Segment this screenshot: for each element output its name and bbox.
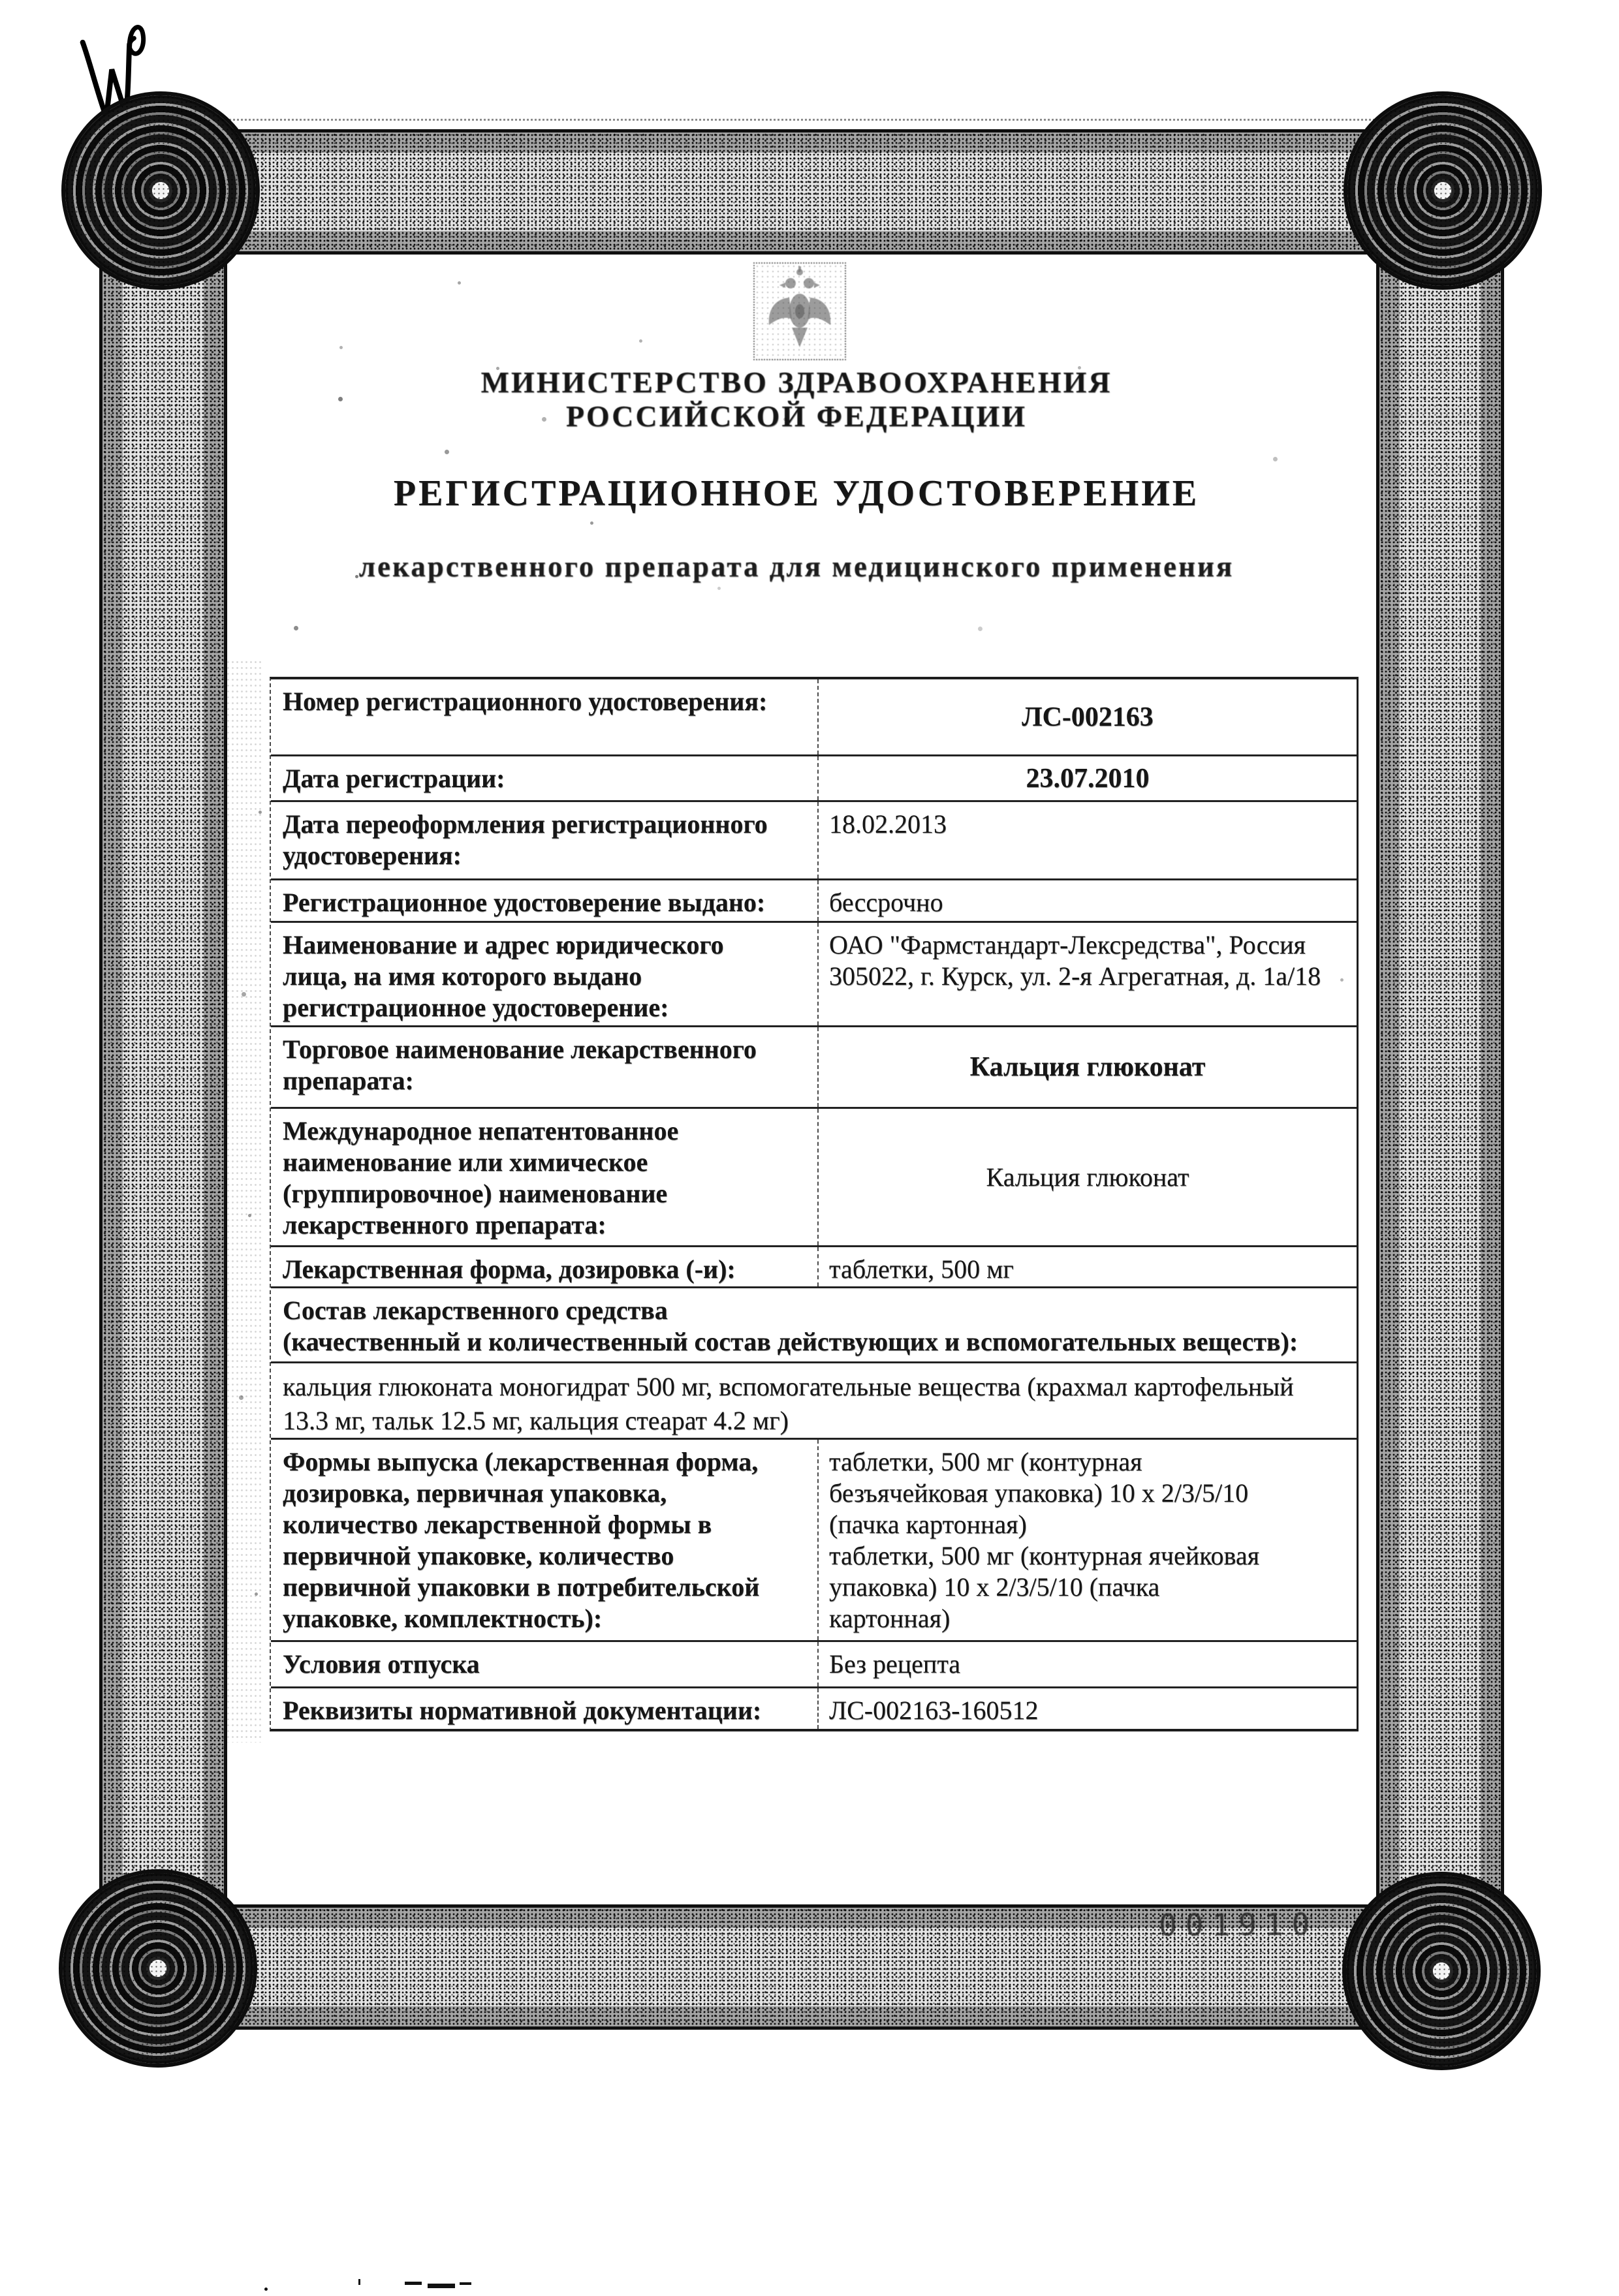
- row-value: ЛС-002163-160512: [817, 1688, 1357, 1729]
- ornate-border-top: [99, 129, 1504, 255]
- dispensing-row: [271, 1642, 1357, 1688]
- row-value: 23.07.2010: [817, 756, 1357, 800]
- release-forms-row: [271, 1440, 1357, 1642]
- table-row: [271, 756, 1357, 802]
- corner-rosette-bottom-left: [63, 1873, 253, 2064]
- scan-noise-strip: [217, 659, 264, 1743]
- table-row: [271, 802, 1357, 880]
- document-title: РЕГИСТРАЦИОННОЕ УДОСТОВЕРЕНИЕ: [393, 473, 1200, 514]
- value-line-2: 305022, г. Курск, ул. 2-я Агрегатная, д. 1а/18: [829, 961, 1321, 991]
- table-row: [271, 1247, 1357, 1288]
- row-label: Регистрационное удостоверение выдано:: [283, 888, 766, 917]
- row-value: Кальция глюконат: [817, 1109, 1357, 1245]
- scan-speckles: [0, 0, 2, 2]
- scan-artifact: [264, 2288, 268, 2291]
- composition-header-line-2: (качественный и количественный состав действующих и вспомогательных веществ):: [283, 1327, 1298, 1356]
- composition-header-line-1: Состав лекарственного средства: [283, 1295, 668, 1325]
- row-label: Условия отпуска: [283, 1649, 480, 1679]
- ornate-border-right: [1376, 129, 1504, 2030]
- russian-coat-of-arms-icon: [753, 262, 846, 360]
- normative-docs-row: [271, 1688, 1357, 1729]
- row-label: Формы выпуска (лекарственная форма, дозировка, первичная упаковка, количество лекарственной формы в первичной упаковке, количество первичной упаковки в потребительской упаковке, комплектность):: [283, 1447, 760, 1633]
- composition-text-row: [271, 1363, 1357, 1440]
- row-label: Номер регистрационного удостоверения:: [283, 687, 768, 716]
- corner-rosette-bottom-right: [1346, 1876, 1537, 2066]
- table-row: [271, 1027, 1357, 1109]
- table-row: [271, 679, 1357, 756]
- row-value: 18.02.2013: [817, 802, 1357, 878]
- row-value: таблетки, 500 мг: [817, 1247, 1357, 1286]
- document-subtitle: лекарственного препарата для медицинского применения: [358, 550, 1234, 583]
- row-value: ЛС-002163: [817, 679, 1357, 754]
- ministry-line-2: РОССИЙСКОЙ ФЕДЕРАЦИИ: [566, 399, 1027, 433]
- row-value: [817, 923, 1357, 1025]
- registration-table: [270, 677, 1359, 1731]
- row-label: Наименование и адрес юридического лица, на имя которого выдано регистрационное удостоверение:: [283, 930, 724, 1022]
- table-row: [271, 880, 1357, 923]
- ornate-border-left: [99, 129, 227, 2030]
- serial-number: 001910: [1158, 1906, 1319, 1944]
- value-line-1: ОАО "Фармстандарт-Лексредства", Россия: [829, 930, 1306, 959]
- table-row: [271, 1109, 1357, 1247]
- scan-artifact: [428, 2284, 455, 2288]
- row-label: Лекарственная форма, дозировка (-и):: [283, 1254, 736, 1284]
- composition-header-row: [271, 1288, 1357, 1363]
- row-value: бессрочно: [817, 880, 1357, 921]
- row-value: [817, 1440, 1357, 1640]
- row-label: Дата регистрации:: [283, 764, 505, 793]
- row-value: Кальция глюконат: [817, 1027, 1357, 1107]
- corner-rosette-top-right: [1347, 95, 1538, 286]
- scan-artifact: [460, 2282, 471, 2285]
- row-label: Торговое наименование лекарственного препарата:: [283, 1034, 757, 1095]
- scan-artifact: [405, 2282, 422, 2285]
- ministry-header: [264, 365, 1328, 433]
- scan-artifact: [358, 2279, 360, 2285]
- row-label: Международное непатентованное наименование или химическое (группировочное) наименование лекарственного препарата:: [283, 1116, 679, 1239]
- release-form-1: таблетки, 500 мг (контурная безъячейковая упаковка) 10 х 2/3/5/10 (пачка картонная): [829, 1447, 1249, 1539]
- release-form-2: таблетки, 500 мг (контурная ячейковая упаковка) 10 х 2/3/5/10 (пачка картонная): [829, 1541, 1260, 1633]
- ministry-line-1: МИНИСТЕРСТВО ЗДРАВООХРАНЕНИЯ: [480, 365, 1112, 399]
- row-label: Дата переоформления регистрационного удостоверения:: [283, 809, 768, 870]
- row-label: Реквизиты нормативной документации:: [283, 1696, 762, 1725]
- composition-header: [271, 1288, 1357, 1361]
- row-value: Без рецепта: [817, 1642, 1357, 1686]
- corner-rosette-top-left: [65, 95, 256, 286]
- table-row: [271, 923, 1357, 1027]
- composition-text: кальция глюконата моногидрат 500 мг, вспомогательные вещества (крахмал картофельный 13.3 мг, тальк 12.5 мг, кальция стеарат 4.2 мг): [283, 1372, 1294, 1435]
